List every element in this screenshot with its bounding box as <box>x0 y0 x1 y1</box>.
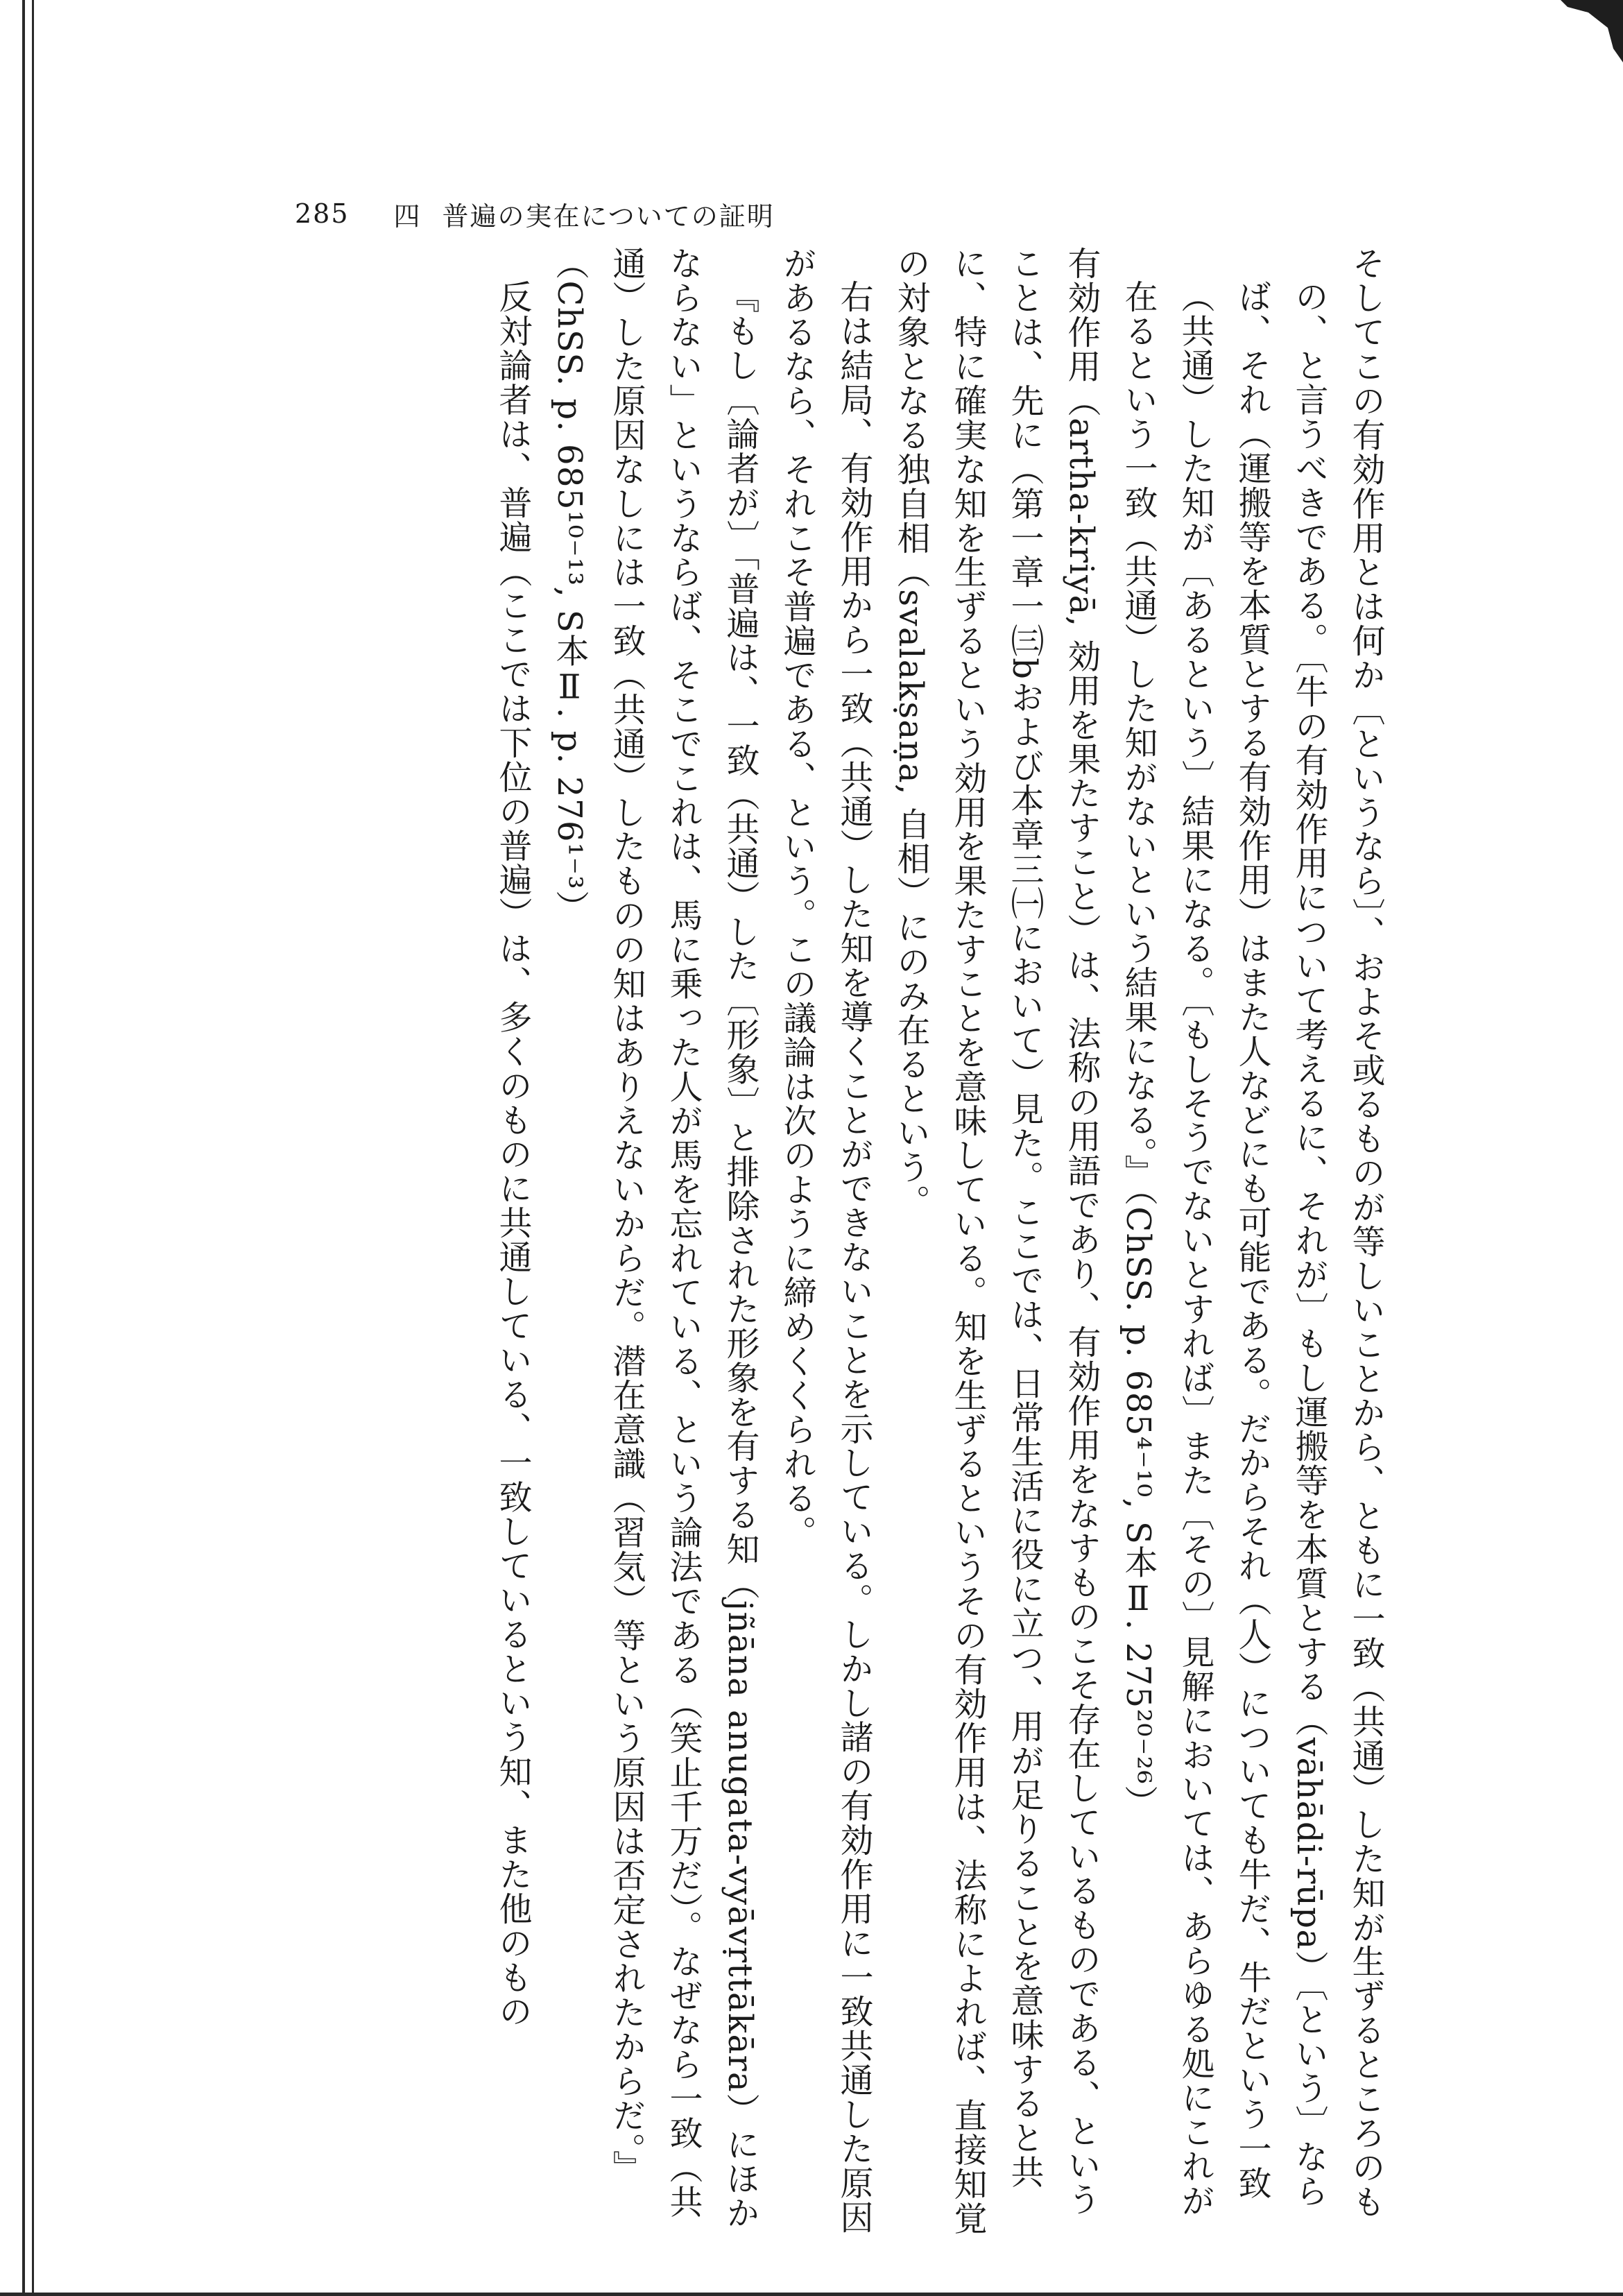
paragraph-opponent-view: 反対論者は、普遍（ここでは下位の普遍）は、多くのものに共通している、一致しているという知、また他のもの <box>493 280 532 2029</box>
paragraph-quotation-continuation: そしてこの有効作用とは何か〔というなら〕、およそ或るものが等しいことから、ともに一致（共通）した知が生ずるところのもの、と言うべきである。〔牛の有効作用について考えるに、それが〕もし運搬等を本質とする（vāhādi-rūpa）〔という〕ならば、それ（運搬等を本質とする有効作用）はまた人などにも可能である。だからそれ（人）についても牛だ、牛だという一致（共通）した知が〔あるという〕結果になる。〔もしそうでないとすれば〕また〔その〕見解においては、あらゆる処にこれが在るという一致（共通）した知がないという結果になる。』（ChSS. p. 685⁴⁻¹⁰, S本Ⅱ. 275²⁰⁻²⁶） <box>1119 246 1385 2219</box>
running-header <box>295 193 775 234</box>
page-number: 285 <box>295 198 350 229</box>
page-margin-rule-left <box>22 0 25 2296</box>
section-title: 普遍の実在についての証明 <box>442 200 775 232</box>
corner-scan-mark <box>1547 0 1623 62</box>
vertical-body-text <box>277 246 1394 2237</box>
page-bottom-rule <box>0 2293 1623 2296</box>
paragraph-summary: 右は結局、有効作用から一致（共通）した知を導くことができないことを示している。しかし諸の有効作用に一致共通した原因があるなら、それこそ普遍である、という。この議論は次のように締めくくられる。 <box>778 246 873 2235</box>
paragraph-artha-kriya-commentary: 有効作用（artha-kriyā, 効用を果たすこと）は、法称の用語であり、有効作用をなすものこそ存在しているものである、ということは、先に（第一章一㈢bおよび本章三㈠において）見た。ここでは、日常生活に役に立つ、用が足りることを意味すると共に、特に確実な知を生ずるという効用を果たすことを意味している。知を生ずるというその有効作用は、法称によれば、直接知覚の対象となる独自相（svalakṣaṇa, 自相）にのみ在るという。 <box>891 246 1101 2236</box>
page-margin-rule-inner <box>32 0 34 2296</box>
paragraph-quotation: 『もし〔論者が〕「普遍は、一致（共通）した〔形象〕と排除された形象を有する知（jñāna anugata-vyāvṛttākāra）にほかならない」というならば、そこでこれは、馬に乗った人が馬を忘れている、という論法である（笑止千万だ）。なぜなら一致（共通）した原因なしには一致（共通）したものの知はありえないからだ。潜在意識（習気）等という原因は否定されたからだ。』（ChSS. p. 685¹⁰⁻¹³, S本Ⅱ. p. 276¹⁻³） <box>550 246 759 2230</box>
chapter-numeral: 四 <box>393 200 422 232</box>
